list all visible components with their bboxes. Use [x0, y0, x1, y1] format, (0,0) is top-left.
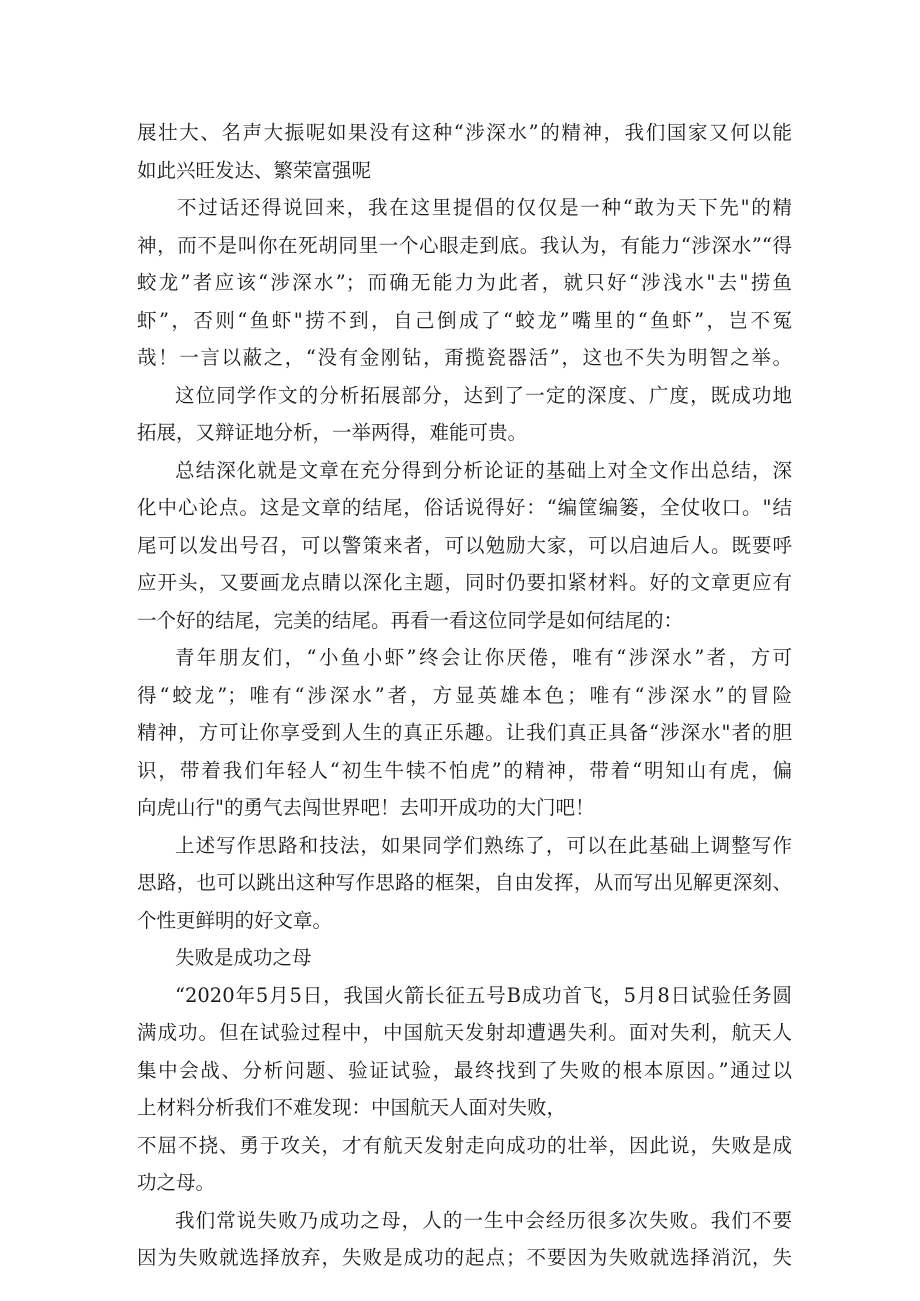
text-line: 尾可以发出号召，可以警策来者，可以勉励大家，可以启迪后人。既要呼	[137, 533, 792, 557]
text-line: 精神，方可让你享受到人生的真正乐趣。让我们真正具备“涉深水"者的胆	[137, 721, 792, 744]
section-heading: 失败是成功之母	[175, 946, 312, 969]
text-line: 识，带着我们年轻人“初生牛犊不怕虎”的精神，带着“明知山有虎，偏	[137, 758, 792, 782]
text-line: 不屈不挠、勇于攻关，才有航天发射走向成功的壮举，因此说，失败是成	[137, 1133, 792, 1157]
text-line: 总结深化就是文章在充分得到分析论证的基础上对全文作出总结，深	[175, 458, 792, 482]
text-line: 不过话还得说回来，我在这里提倡的仅仅是一种“敢为天下先"的精	[177, 196, 792, 219]
text-line: 向虎山行"的勇气去闯世界吧！去叩开成功的大门吧！	[137, 796, 595, 819]
text-line: 上材料分析我们不难发现：中国航天人面对失败，	[137, 1096, 567, 1119]
text-line: 一个好的结尾，完美的结尾。再看一看这位同学是如何结尾的：	[137, 608, 684, 632]
text-line: 个性更鲜明的好文章。	[137, 908, 333, 932]
text-line: 集中会战、分析问题、验证试验，最终找到了失败的根本原因。”通过以	[137, 1058, 792, 1082]
text-line: “2020年5月5日，我国火箭长征五号B成功首飞，5月8日试验任务圆	[175, 983, 792, 1007]
text-line: 得“蛟龙”；唯有“涉深水”者，方显英雄本色；唯有“涉深水”的冒险	[137, 683, 792, 707]
text-line: 蛟龙”者应该“涉深水”；而确无能力为此者，就只好“涉浅水"去"捞鱼	[137, 271, 792, 294]
text-line: 这位同学作文的分析拓展部分，达到了一定的深度、广度，既成功地	[175, 383, 792, 407]
text-line: 上述写作思路和技法，如果同学们熟练了，可以在此基础上调整写作	[175, 833, 792, 857]
text-line: 展壮大、名声大振呢如果没有这种“涉深水”的精神，我们国家又何以能	[137, 121, 792, 144]
text-line: 功之母。	[137, 1171, 216, 1194]
text-line: 虾”，否则“鱼虾"捞不到，自己倒成了“蛟龙”嘴里的“鱼虾”，岂不冤	[137, 308, 792, 332]
text-line: 我们常说失败乃成功之母，人的一生中会经历很多次失败。我们不要	[175, 1208, 792, 1232]
text-line: 因为失败就选择放弃，失败是成功的起点；不要因为失败就选择消沉，失	[137, 1246, 792, 1269]
text-line: 满成功。但在试验过程中，中国航天发射却遭遇失利。面对失利，航天人	[137, 1021, 792, 1044]
text-line: 应开头，又要画龙点睛以深化主题，同时仍要扣紧材料。好的文章更应有	[137, 571, 792, 594]
text-line: 神，而不是叫你在死胡同里一个心眼走到底。我认为，有能力“涉深水”“得	[137, 233, 792, 257]
document-body	[137, 114, 792, 1277]
text-line: 如此兴旺发达、繁荣富强呢	[137, 158, 372, 182]
text-line: 化中心论点。这是文章的结尾，俗话说得好：“编筐编篓，全仗收口。"结	[137, 496, 792, 519]
text-line: 青年朋友们，“小鱼小虾”终会让你厌倦，唯有“涉深水”者，方可	[175, 646, 792, 669]
text-line: 拓展，又辩证地分析，一举两得，难能可贵。	[137, 421, 528, 444]
text-line: 思路，也可以跳出这种写作思路的框架，自由发挥，从而写出见解更深刻、	[137, 871, 792, 894]
text-line: 哉！一言以蔽之，“没有金刚钻，甭揽瓷器活”，这也不失为明智之举。	[137, 346, 792, 369]
